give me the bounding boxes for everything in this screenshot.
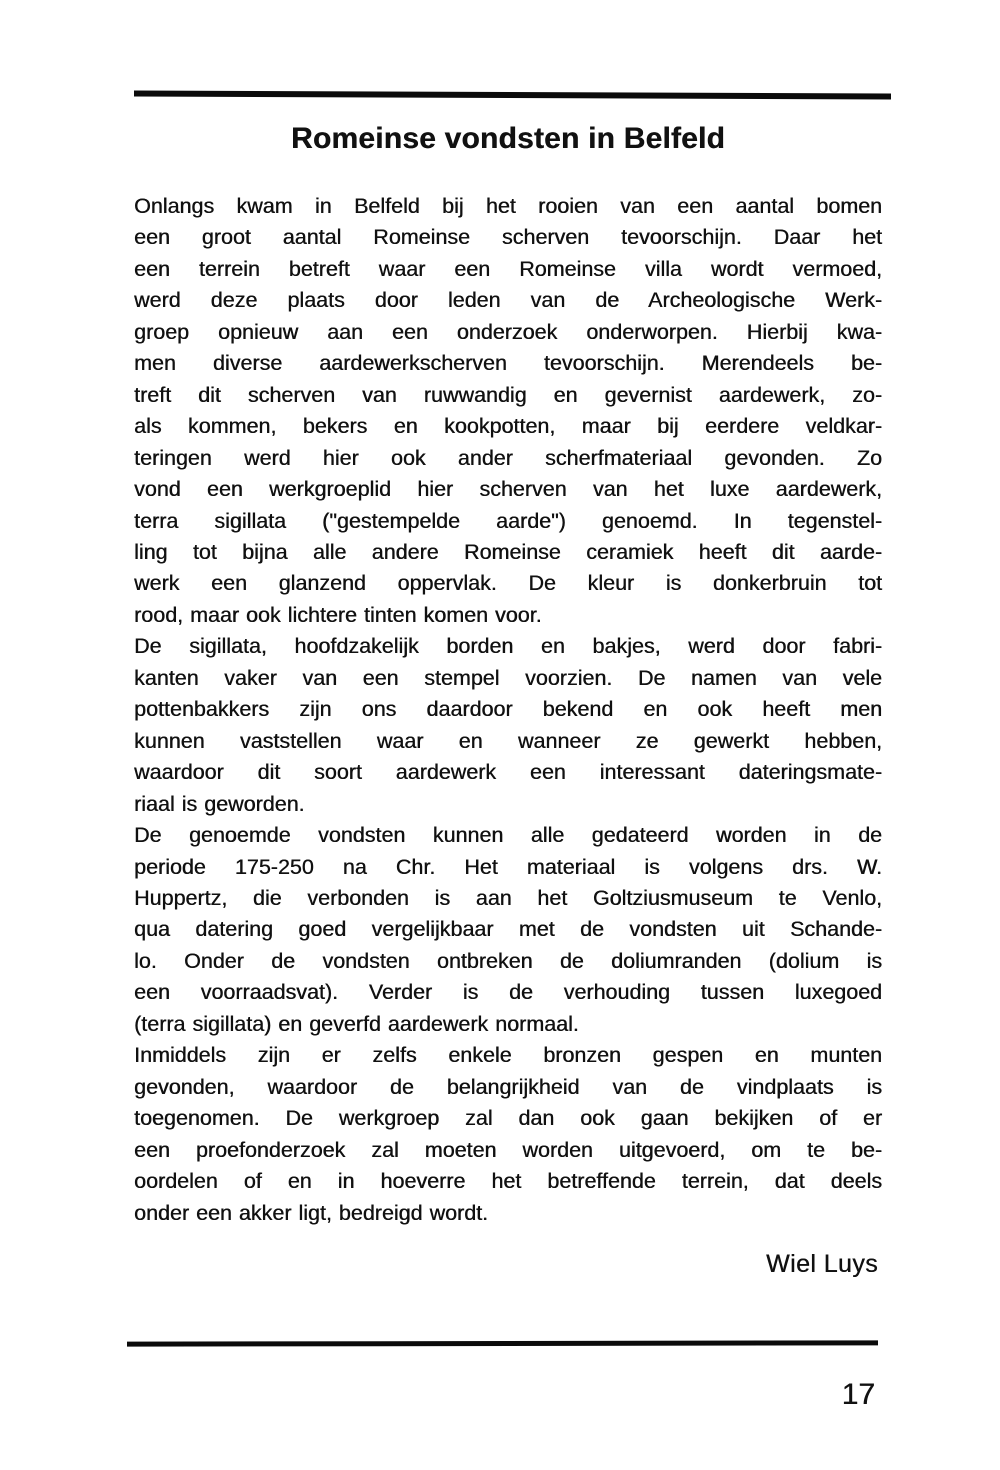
bottom-rule: [127, 1340, 878, 1346]
text-line: een terrein betreft waar een Romeinse villa wordt vermoed,: [134, 256, 882, 281]
text-line: Onlangs kwam in Belfeld bij het rooien van een aantal bomen: [134, 194, 882, 218]
text-line: De sigillata, hoofdzakelijk borden en bakjes, werd door fabri-: [134, 634, 882, 659]
page-number: 17: [841, 1378, 875, 1411]
text-line: kunnen vaststellen waar en wanneer ze gewerkt hebben,: [134, 728, 882, 753]
text-line: De genoemde vondsten kunnen alle gedateerd worden in de: [134, 823, 882, 848]
body-text: [134, 191, 882, 1229]
text-line: rood, maar ook lichtere tinten komen voor.: [134, 602, 542, 627]
author-name: Wiel Luys: [766, 1250, 878, 1278]
text-line: gevonden, waardoor de belangrijkheid van de vindplaats is: [134, 1074, 882, 1099]
page-title: Romeinse vondsten in Belfeld: [290, 122, 725, 155]
text-line: pottenbakkers zijn ons daardoor bekend en ook heeft men: [134, 697, 882, 722]
text-line: onder een akker ligt, bedreigd wordt.: [134, 1200, 488, 1225]
text-line: vond een werkgroeplid hier scherven van het luxe aardewerk,: [134, 477, 882, 502]
text-line: terra sigillata ("gestempelde aarde") genoemd. In tegenstel-: [134, 508, 882, 533]
text-line: Inmiddels zijn er zelfs enkele bronzen gespen en munten: [134, 1043, 882, 1068]
text-line: een voorraadsvat). Verder is de verhouding tussen luxegoed: [134, 980, 882, 1005]
text-line: qua datering goed vergelijkbaar met de vondsten uit Schande-: [134, 917, 882, 942]
text-line: Huppertz, die verbonden is aan het Goltziusmuseum te Venlo,: [134, 885, 882, 910]
text-line: periode 175-250 na Chr. Het materiaal is volgens drs. W.: [134, 854, 882, 879]
text-line: werd deze plaats door leden van de Archeologische Werk-: [134, 288, 882, 313]
text-line: (terra sigillata) en geverfd aardewerk normaal.: [134, 1011, 579, 1036]
text-line: treft dit scherven van ruwwandig en gevernist aardewerk, zo-: [134, 382, 882, 407]
text-line: een groot aantal Romeinse scherven tevoorschijn. Daar het: [134, 225, 882, 250]
text-line: men diverse aardewerkscherven tevoorschijn. Merendeels be-: [134, 351, 882, 376]
text-line: oordelen of en in hoeverre het betreffende terrein, dat deels: [134, 1169, 882, 1194]
text-line: lo. Onder de vondsten ontbreken de doliumranden (dolium is: [134, 948, 882, 973]
text-line: riaal is geworden.: [134, 791, 305, 816]
text-line: als kommen, bekers en kookpotten, maar bij eerdere veldkar-: [134, 414, 882, 439]
text-line: groep opnieuw aan een onderzoek onderworpen. Hierbij kwa-: [134, 319, 882, 344]
text-line: kanten vaker van een stempel voorzien. De namen van vele: [134, 665, 882, 690]
text-line: waardoor dit soort aardewerk een interessant dateringsmate-: [134, 760, 882, 785]
text-line: toegenomen. De werkgroep zal dan ook gaan bekijken of er: [134, 1106, 882, 1131]
top-rule: [134, 91, 891, 100]
text-line: teringen werd hier ook ander scherfmateriaal gevonden. Zo: [134, 445, 882, 470]
text-line: een proefonderzoek zal moeten worden uitgevoerd, om te be-: [134, 1137, 882, 1162]
text-line: werk een glanzend oppervlak. De kleur is donkerbruin tot: [134, 571, 882, 596]
text-line: ling tot bijna alle andere Romeinse ceramiek heeft dit aarde-: [134, 539, 882, 564]
